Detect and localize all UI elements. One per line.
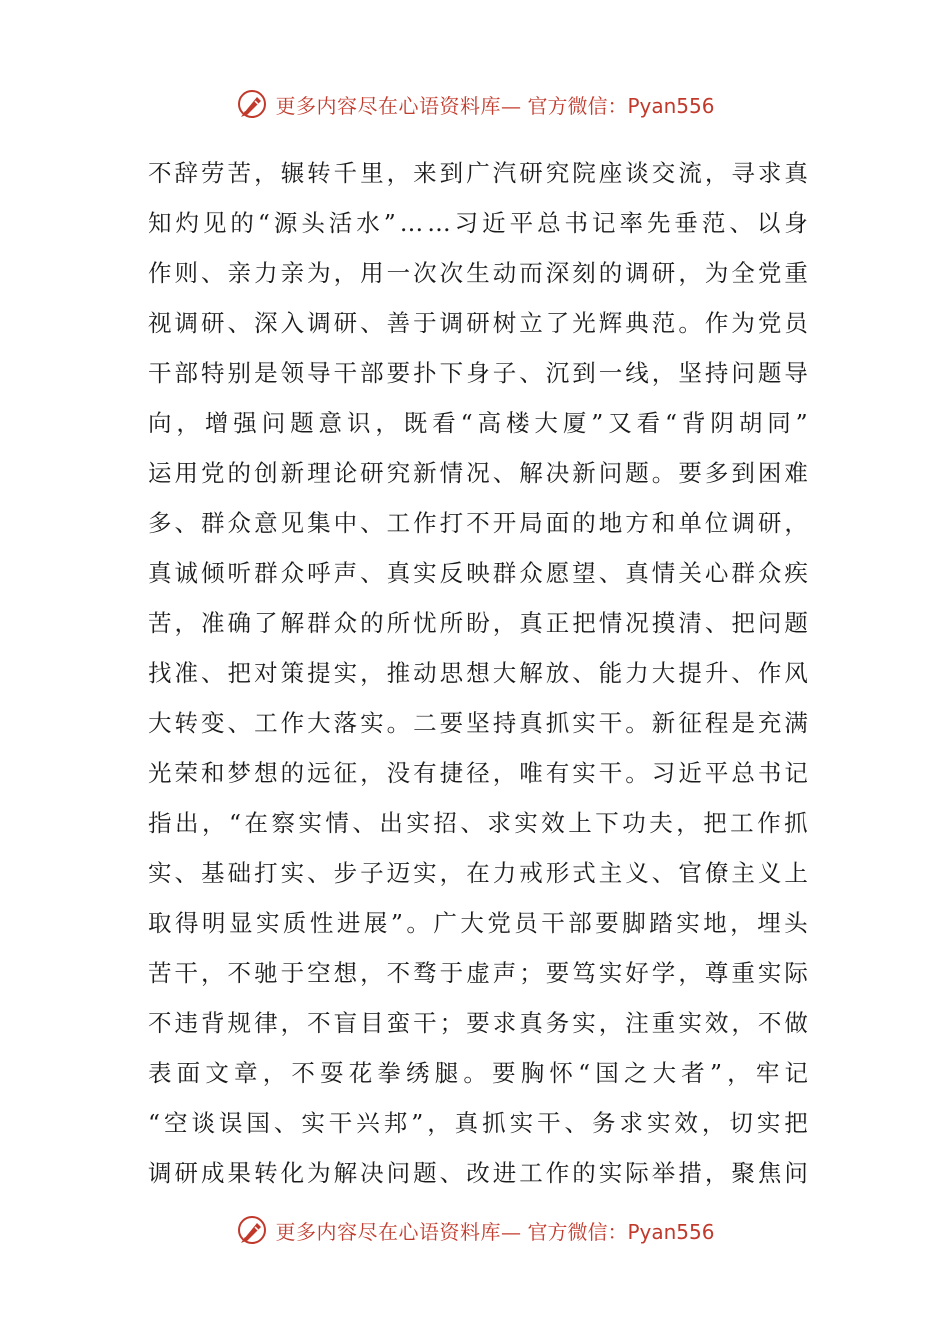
text-line: 向 ， 增 强 问 题 意 识 ， 既 看 “ 高 楼 大 厦 ” 又 看 “ 背 阴 胡 同 ” [148, 409, 808, 437]
header-banner-title: 更多内容尽在心语资料库— [275, 93, 522, 118]
text-line: 大 转 变 、 工 作 大 落 实 。 二 要 坚 持 真 抓 实 干 。 新 征 程 是 充 满 [148, 709, 808, 737]
text-line: 运 用 党 的 创 新 理 论 研 究 新 情 况 、 解 决 新 问 题 。 要 多 到 困 难 [148, 459, 808, 487]
text-line: 调 研 成 果 转 化 为 解 决 问 题 、 改 进 工 作 的 实 际 举 措 ， 聚 焦 问 [148, 1159, 808, 1187]
text-line: 不 违 背 规 律 ， 不 盲 目 蛮 干 ； 要 求 真 务 实 ， 注 重 实 效 ， 不 做 [148, 1009, 808, 1037]
document-body [148, 148, 808, 1198]
text-line: 不 辞 劳 苦 ， 辗 转 千 里 ， 来 到 广 汽 研 究 院 座 谈 交 流 ， 寻 求 真 [148, 159, 808, 187]
footer-banner [0, 1210, 950, 1250]
text-line: 视 调 研 、 深 入 调 研 、 善 于 调 研 树 立 了 光 辉 典 范 。 作 为 党 员 [148, 309, 808, 337]
text-line: 苦 干 ， 不 驰 于 空 想 ， 不 骛 于 虚 声 ； 要 笃 实 好 学 ， 尊 重 实 际 [148, 959, 808, 987]
footer-banner-wechat: 官方微信：Pyan556 [527, 1219, 715, 1244]
pen-nib-logo-icon [235, 1213, 269, 1247]
text-line: 真 诚 倾 听 群 众 呼 声 、 真 实 反 映 群 众 愿 望 、 真 情 关 心 群 众 疾 [148, 559, 808, 587]
text-line: 多 、 群 众 意 见 集 中 、 工 作 打 不 开 局 面 的 地 方 和 单 位 调 研 ， [148, 509, 808, 537]
text-line: 指 出 ， “ 在 察 实 情 、 出 实 招 、 求 实 效 上 下 功 夫 ， 把 工 作 抓 [148, 809, 808, 837]
header-banner [0, 84, 950, 124]
text-line: 光 荣 和 梦 想 的 远 征 ， 没 有 捷 径 ， 唯 有 实 干 。 习 近 平 总 书 记 [148, 759, 808, 787]
text-line: 取 得 明 显 实 质 性 进 展 ” 。 广 大 党 员 干 部 要 脚 踏 实 地 ， 埋 头 [148, 909, 808, 937]
text-line: “ 空 谈 误 国 、 实 干 兴 邦 ” ， 真 抓 实 干 、 务 求 实 效 ， 切 实 把 [148, 1109, 808, 1137]
text-line: 苦 ， 准 确 了 解 群 众 的 所 忧 所 盼 ， 真 正 把 情 况 摸 清 、 把 问 题 [148, 609, 808, 637]
text-line: 实 、 基 础 打 实 、 步 子 迈 实 ， 在 力 戒 形 式 主 义 、 官 僚 主 义 上 [148, 859, 808, 887]
text-line: 干 部 特 别 是 领 导 干 部 要 扑 下 身 子 、 沉 到 一 线 ， 坚 持 问 题 导 [148, 359, 808, 387]
text-line: 作 则 、 亲 力 亲 为 ， 用 一 次 次 生 动 而 深 刻 的 调 研 ， 为 全 党 重 [148, 259, 808, 287]
footer-banner-title: 更多内容尽在心语资料库— [275, 1219, 522, 1244]
text-line: 知 灼 见 的 “ 源 头 活 水 ” … … 习 近 平 总 书 记 率 先 垂 范 、 以 身 [148, 209, 808, 237]
pen-nib-logo-icon [235, 87, 269, 121]
header-banner-wechat: 官方微信：Pyan556 [527, 93, 715, 118]
text-line: 表 面 文 章 ， 不 耍 花 拳 绣 腿 。 要 胸 怀 “ 国 之 大 者 ” ， 牢 记 [148, 1059, 808, 1087]
text-line: 找 准 、 把 对 策 提 实 ， 推 动 思 想 大 解 放 、 能 力 大 提 升 、 作 风 [148, 659, 808, 687]
